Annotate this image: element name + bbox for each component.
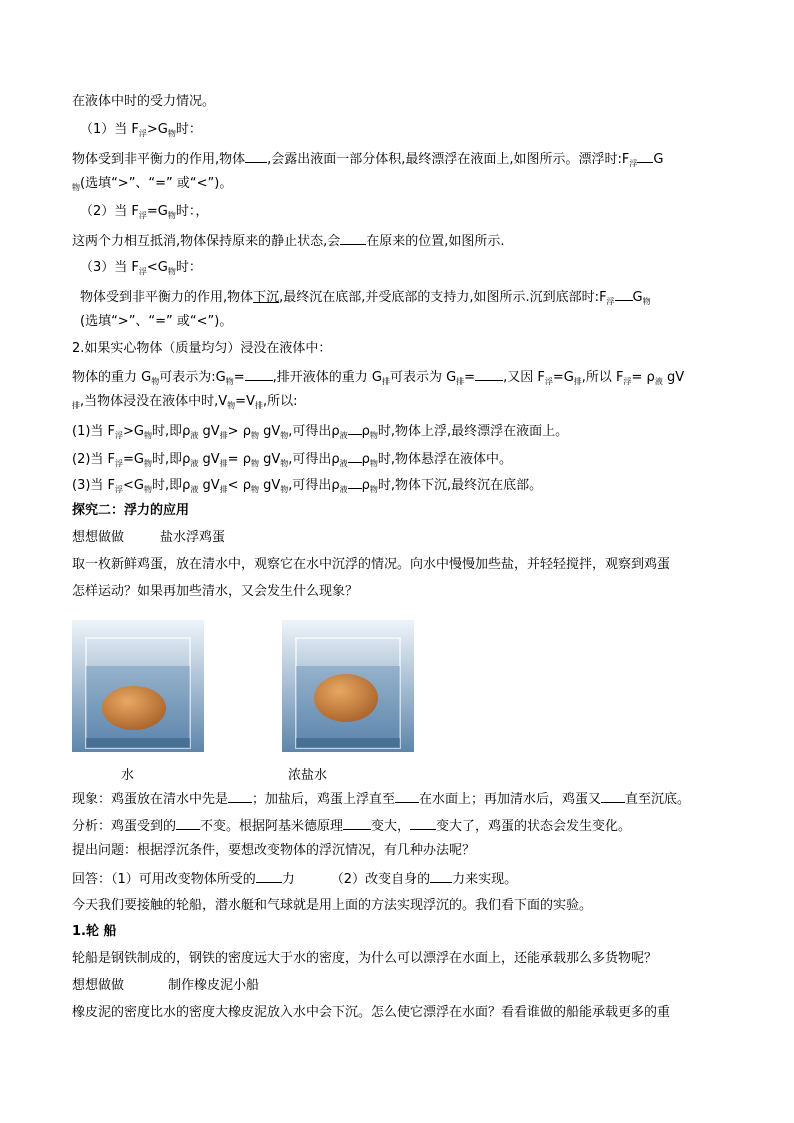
answer-blank[interactable]: [395, 790, 419, 803]
condition-2: (2)当 $F_浮=G_物$时,即$\rho_液$ $gV_排= \rho_物$ $gV_物$,可得出$\rho_液$ $\rho_物$时,物体悬浮在液体中。: [72, 452, 513, 468]
condition-3: (3)当 $F_浮<G_物$时,即$\rho_液$ $gV_排< \rho_物$ $gV_物$,可得出$\rho_液$ $\rho_物$时,物体下沉,最终沉在底部。: [72, 478, 543, 494]
egg-in-water-image: [72, 620, 204, 752]
text-line: 这两个力相互抵消,物体保持原来的静止状态,会 在原来的位置,如图所示.: [72, 234, 505, 249]
text-line: $_物$(选填“>”、“=” 或“<”)。: [72, 176, 233, 192]
answer-line: 回答：（1）可用改变物体所受的 力 （2）改变自身的 力来实现。: [72, 872, 518, 887]
analysis-line: 分析：鸡蛋受到的 不变。根据阿基米德原理 变大， 变大了，鸡蛋的状态会发生变化。: [72, 819, 632, 834]
text-line: 橡皮泥的密度比水的密度大橡皮泥放入水中会下沉。怎么使它漂浮在水面？看看谁做的船能承载更多的重: [72, 1005, 671, 1020]
text-line: (选填“>”、“=” 或“<”)。: [80, 314, 233, 329]
answer-blank[interactable]: [245, 150, 267, 163]
answer-blank[interactable]: [348, 450, 362, 463]
case-2-heading: （2）当 $F_浮=G_物$时：，: [80, 204, 209, 220]
text-line: 怎样运动？如果再加些清水，又会发生什么现象？: [72, 584, 359, 599]
text-line: 取一枚新鲜鸡蛋，放在清水中，观察它在水中沉浮的情况。向水中慢慢加些盐，并轻轻搅拌，观察到鸡蛋: [72, 557, 671, 572]
answer-blank[interactable]: [245, 368, 273, 381]
activity-title: 想想做做 盐水浮鸡蛋: [72, 530, 226, 545]
answer-blank[interactable]: [475, 368, 503, 381]
text-line: 物体受到非平衡力的作用,物体下沉,最终沉在底部,并受底部的支持力,如图所示.沉到底部时$:F_浮$ $G_物$: [80, 290, 651, 306]
answer-blank[interactable]: [228, 790, 252, 803]
answer-blank[interactable]: [430, 870, 452, 883]
text-line: 物体受到非平衡力的作用,物体 ,会露出液面一部分体积,最终漂浮在液面上,如图所示。漂浮时$:F_浮$ G: [72, 152, 664, 168]
answer-blank[interactable]: [348, 476, 362, 489]
activity-title: 想想做做 制作橡皮泥小船: [72, 978, 260, 993]
case-3-heading: （3）当 $F_浮<G_物$时：: [80, 260, 202, 276]
text-line: $_排$,当物体浸没在液体中时$,V_物=V_排$,所以:: [72, 394, 298, 410]
answer-blank[interactable]: [340, 232, 366, 245]
answer-blank[interactable]: [343, 817, 371, 830]
text-line: 2.如果实心物体（质量均匀）浸没在液体中：: [72, 341, 332, 356]
question-line: 提出问题：根据浮沉条件，要想改变物体的浮沉情况，有几种办法呢？: [72, 843, 476, 858]
answer-blank[interactable]: [348, 422, 362, 435]
text-line: 物体的重力 $G_物$可表示为$:G_物=$ ,排开液体的重力 $G_排$可表示为 $G_排=$ ,又因 $F_浮=G_排$,所以 $F_浮= \rho_液$ gV: [72, 370, 685, 386]
answer-blank[interactable]: [410, 817, 436, 830]
phenomenon-line: 现象：鸡蛋放在清水中先是 ；加盐后，鸡蛋上浮直至 在水面上；再加清水后，鸡蛋又 直至沉底。: [72, 792, 691, 807]
text-line: 轮船是钢铁制成的，钢铁的密度远大于水的密度，为什么可以漂浮在水面上，还能承载那么多货物呢？: [72, 951, 658, 966]
caption-water: 水: [121, 768, 135, 783]
caption-salt-water: 浓盐水: [288, 768, 328, 783]
egg-in-salt-water-image: [282, 620, 414, 752]
text-line: 在液体中时的受力情况。: [72, 94, 216, 109]
answer-blank[interactable]: [615, 288, 633, 301]
section-heading-ship: 1.轮 船: [72, 924, 117, 939]
case-1-heading: （1）当 $F_浮>G_物$时：: [80, 122, 202, 138]
text-line: 今天我们要接触的轮船，潜水艇和气球就是用上面的方法实现浮沉的。我们看下面的实验。: [72, 898, 593, 913]
condition-1: (1)当 $F_浮>G_物$时,即$\rho_液$ $gV_排> \rho_物$ $gV_物$,可得出$\rho_液$ $\rho_物$时,物体上浮,最终漂浮在液面上。: [72, 424, 569, 440]
answer-blank[interactable]: [601, 790, 625, 803]
answer-blank[interactable]: [256, 870, 282, 883]
answer-blank[interactable]: [637, 150, 653, 163]
answer-blank[interactable]: [176, 817, 200, 830]
section-heading: 探究二：浮力的应用: [72, 503, 190, 518]
